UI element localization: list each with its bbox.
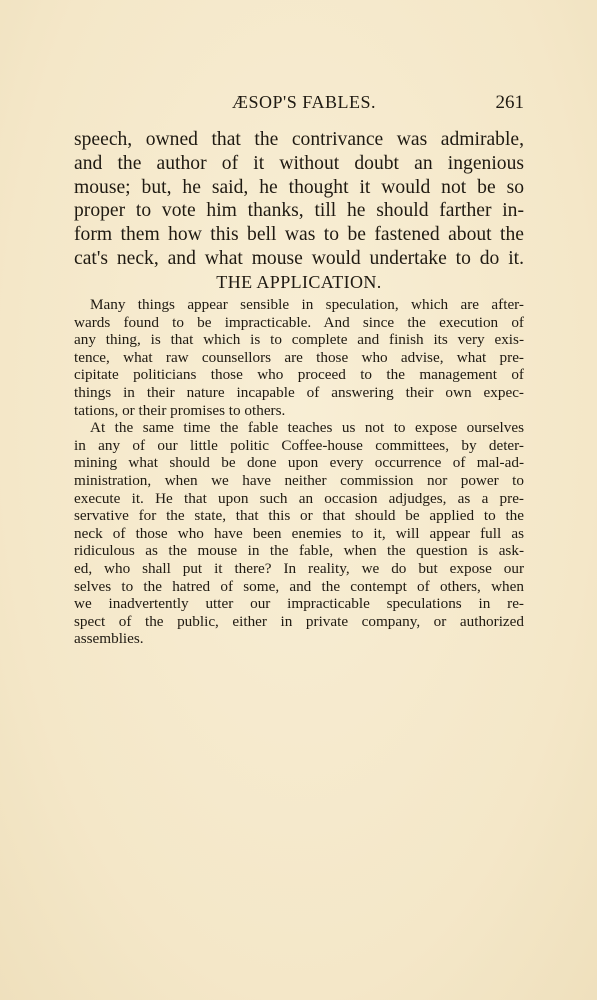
application-line: assemblies.	[74, 630, 144, 648]
application-line: servative for the state, that this or that should be applied to the	[74, 507, 524, 525]
application-line: selves to the hatred of some, and the contempt of others, when	[74, 577, 524, 595]
application-line: we inadvertently utter our impracticable speculations in re-	[74, 595, 524, 613]
fable-line: proper to vote him thanks, till he should farther in-	[74, 200, 524, 222]
application-line: things in their nature incapable of answering their own expec-	[74, 383, 524, 401]
page-number: 261	[495, 92, 524, 113]
application-line: ed, who shall put it there? In reality, we do but expose our	[74, 559, 524, 577]
application-text	[74, 296, 524, 648]
application-line: tations, or their promises to others.	[74, 401, 286, 419]
page-header	[74, 92, 524, 116]
application-line: ministration, when we have neither commission nor power to	[74, 471, 524, 489]
application-line: Many things appear sensible in speculation, which are after-	[90, 296, 524, 313]
application-line: spect of the public, either in private company, or authorized	[74, 612, 524, 630]
application-heading: THE APPLICATION.	[216, 272, 382, 292]
application-line: execute it. He that upon such an occasion adjudges, as a pre-	[74, 489, 524, 507]
fable-line: and the author of it without doubt an ingenious	[74, 152, 524, 174]
fable-line: mouse; but, he said, he thought it would not be so	[74, 176, 524, 198]
fable-text	[74, 128, 524, 271]
application-line: mining what should be done upon every occurrence of mal-ad-	[74, 454, 524, 472]
application-line: in any of our little politic Coffee-house committees, by deter-	[74, 436, 524, 454]
application-paragraph	[74, 419, 524, 648]
application-line: At the same time the fable teaches us not to expose ourselves	[90, 419, 524, 437]
running-title: ÆSOP'S FABLES.	[232, 92, 376, 112]
application-paragraph	[74, 296, 524, 419]
application-line: wards found to be impracticable. And since the execution of	[74, 313, 524, 331]
application-line: cipitate politicians those who proceed to the management of	[74, 366, 524, 384]
application-line: any thing, is that which is to complete and finish its very exis-	[74, 331, 524, 349]
fable-line: speech, owned that the contrivance was admirable,	[74, 129, 524, 150]
fable-line: cat's neck, and what mouse would undertake to do it.	[74, 247, 524, 269]
application-line: tence, what raw counsellors are those who advise, what pre-	[74, 348, 524, 366]
application-line: ridiculous as the mouse in the fable, when the question is ask-	[74, 542, 524, 560]
application-line: neck of those who have been enemies to it, will appear full as	[74, 524, 524, 542]
fable-line: form them how this bell was to be fastened about the	[74, 224, 524, 246]
